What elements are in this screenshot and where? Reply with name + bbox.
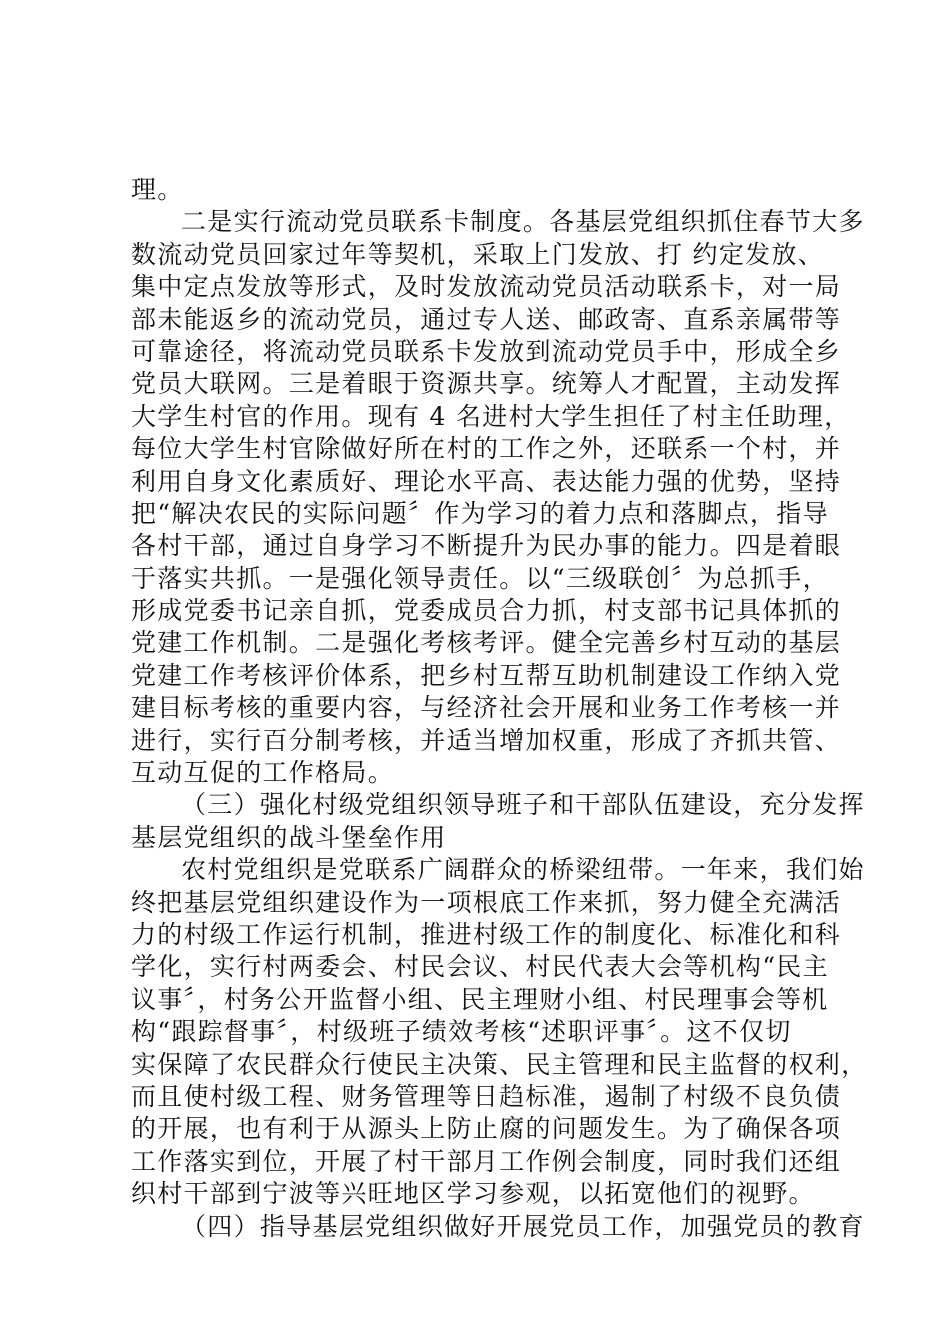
text-line: 而且使村级工程、财务管理等日趋标准，遏制了村级不良负债 [131, 1081, 842, 1111]
text-line: 各村干部，通过自身学习不断提升为民办事的能力。四是着眼 [131, 531, 842, 561]
text-line: 党建工作机制。二是强化考核考评。健全完善乡村互动的基层 [131, 628, 842, 658]
text-line: 工作落实到位，开展了村干部月工作例会制度，同时我们还组 [131, 1146, 842, 1176]
text-line: 议事〞，村务公开监督小组、民主理财小组、村民理事会等机 [131, 984, 829, 1014]
text-line: 互动互促的工作格局。 [131, 758, 395, 788]
text-line: 二是实行流动党员联系卡制度。各基层党组织抓住春节大多 [181, 207, 865, 237]
text-line: 形成党委书记亲自抓，党委成员合力抓，村支部书记具体抓的 [131, 596, 842, 626]
text-line: 每位大学生村官除做好所在村的工作之外，还联系一个村，并 [131, 434, 842, 464]
text-line: 利用自身文化素质好、理论水平高、表达能力强的优势，坚持 [131, 466, 842, 496]
text-line: 力的村级工作运行机制，推进村级工作的制度化、标准化和科 [131, 919, 842, 949]
text-line: 实保障了农民群众行使民主决策、民主管理和民主监督的权利， [131, 1049, 868, 1079]
text-line: 基层党组织的战斗堡垒作用 [131, 822, 447, 852]
text-line: 学化，实行村两委会、村民会议、村民代表大会等机构“民主 [131, 952, 829, 982]
text-line: 终把基层党组织建设作为一项根底工作来抓，努力健全充满活 [131, 887, 842, 917]
body-text [131, 174, 868, 1243]
text-line: 大学生村官的作用。现有 4 名进村大学生担任了村主任助理， [131, 401, 851, 431]
text-line: 农村党组织是党联系广阔群众的桥梁纽带。一年来，我们始 [181, 855, 865, 885]
text-line: 数流动党员回家过年等契机，采取上门发放、打 约定发放、 [131, 239, 825, 269]
text-line: （四）指导基层党组织做好开展党员工作，加强党员的教育 [181, 1211, 865, 1241]
text-line: 的开展，也有利于从源头上防止腐的问题发生。为了确保各项 [131, 1114, 842, 1144]
text-line: 把“解决农民的实际问题〞作为学习的着力点和落脚点，指导 [131, 498, 829, 528]
text-line: （三）强化村级党组织领导班子和干部队伍建设，充分发挥 [181, 790, 865, 820]
text-line: 构“跟踪督事〞，村级班子绩效考核“述职评事〞。这不仅切 [131, 1017, 792, 1047]
text-line: 建目标考核的重要内容，与经济社会开展和业务工作考核一并 [131, 693, 842, 723]
text-line: 集中定点发放等形式，及时发放流动党员活动联系卡，对一局 [131, 272, 842, 302]
text-line: 党建工作考核评价体系，把乡村互帮互助机制建设工作纳入党 [131, 660, 842, 690]
text-line: 部未能返乡的流动党员，通过专人送、邮政寄、直系亲属带等 [131, 304, 842, 334]
text-line: 可靠途径，将流动党员联系卡发放到流动党员手中，形成全乡 [131, 336, 842, 366]
text-line: 织村干部到宁波等兴旺地区学习参观，以拓宽他们的视野。 [131, 1179, 815, 1209]
text-line: 党员大联网。三是着眼于资源共享。统筹人才配置，主动发挥 [131, 369, 842, 399]
text-line: 进行，实行百分制考核，并适当增加权重，形成了齐抓共管、 [131, 725, 842, 755]
text-line: 于落实共抓。一是强化领导责任。以“三级联创〞为总抓手， [131, 563, 829, 593]
text-line: 理。 [131, 175, 184, 204]
